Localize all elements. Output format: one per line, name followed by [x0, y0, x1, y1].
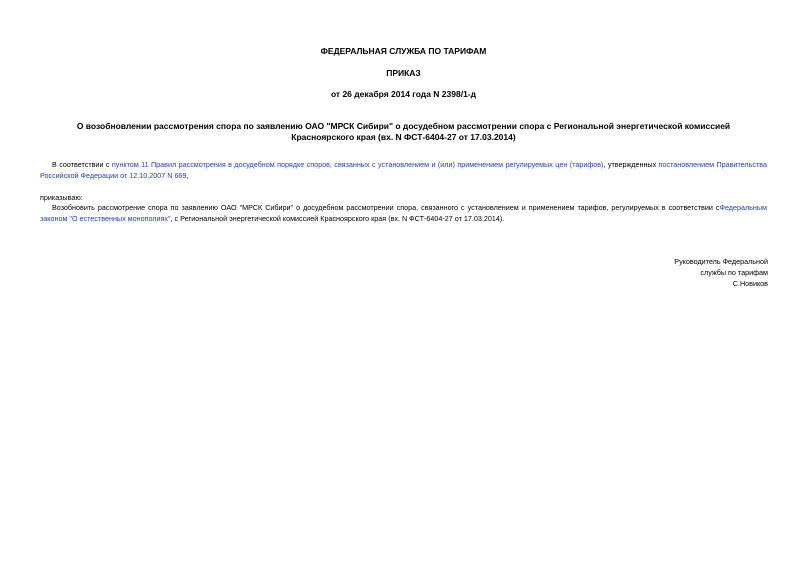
agency-heading: ФЕДЕРАЛЬНАЯ СЛУЖБА ПО ТАРИФАМ — [320, 46, 487, 56]
preamble-text-3: , — [186, 170, 189, 180]
doc-type-heading: ПРИКАЗ — [386, 68, 421, 78]
preamble-paragraph — [40, 160, 767, 181]
preamble-text-2: , утвержденных — [603, 160, 659, 169]
doc-title-line-2: Красноярского края (вх. N ФСТ-6404-27 от 17.03.2014) — [291, 132, 516, 142]
preamble-text-1: В соответствии с — [52, 160, 112, 169]
doc-title-line-1: О возобновлении рассмотрения спора по заявлению ОАО "МРСК Сибири" о досудебном рассмотрении спора с Региональной энергетической комиссией — [76, 121, 731, 131]
doc-date-number: от 26 декабря 2014 года N 2398/1-д — [330, 89, 477, 99]
signature-name: С.Новиков — [732, 279, 768, 288]
government-decree-link[interactable]: постановлением Правительства Российской Федерации от 12.10.2007 N 669 — [40, 160, 767, 180]
rules-link[interactable]: пунктом 11 Правил рассмотрения в досудебном порядке споров, связанных с установлением и (или) применением регулируемых цен (тарифов) — [111, 160, 604, 169]
signature-position-1: Руководитель Федеральной — [674, 257, 768, 266]
order-word: приказываю: — [40, 193, 83, 202]
signature-position-2: службы по тарифам — [700, 268, 768, 277]
order-paragraph — [40, 203, 767, 224]
federal-law-link[interactable]: Федеральным законом "О естественных монополиях" — [40, 203, 767, 223]
order-text-1: Возобновить рассмотрение спора по заявлению ОАО "МРСК Сибири" о досудебном рассмотрении спора, связанного с установлением и применением тарифов, регулируемых в соответствии с — [52, 203, 720, 212]
order-text-2: , с Региональной энергетической комиссией Красноярского края (вх. N ФСТ-6404-27 от 17.03.2014). — [170, 213, 505, 223]
signature-block — [674, 256, 768, 289]
